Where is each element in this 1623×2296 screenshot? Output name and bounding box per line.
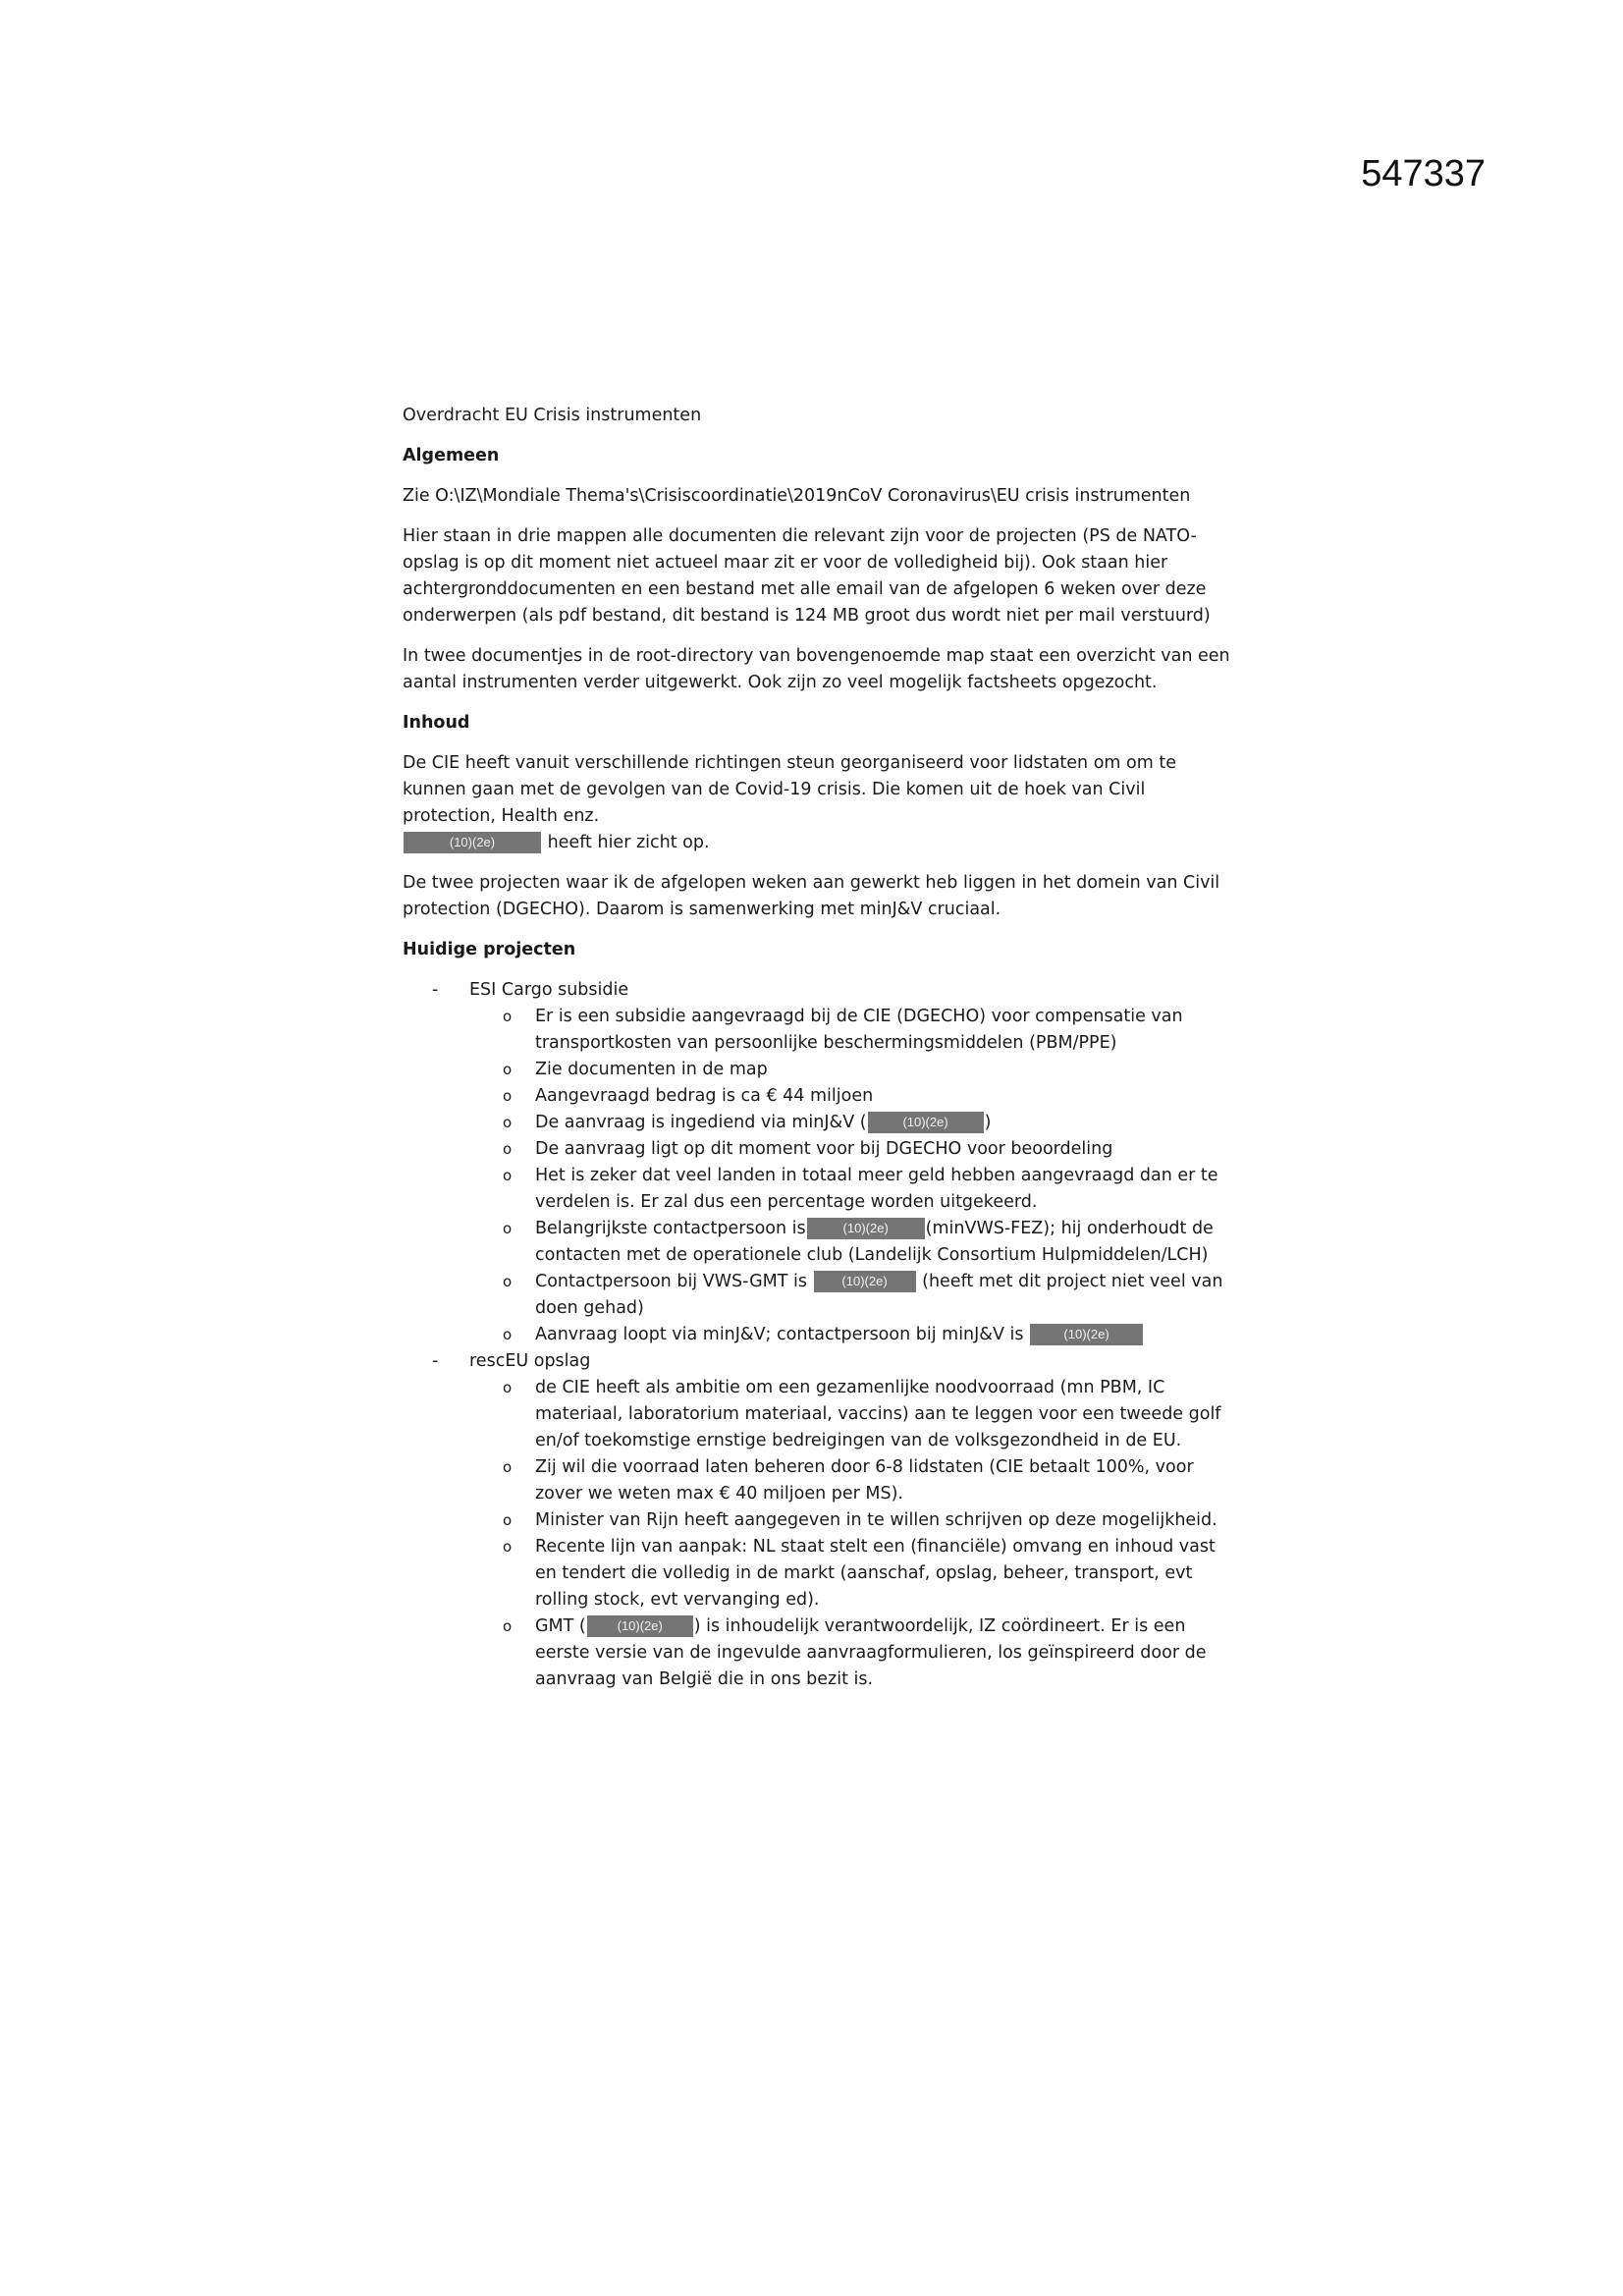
redaction-box: (10)(2e)	[807, 1218, 925, 1239]
esi-cargo-subitems	[403, 1004, 1232, 1348]
list-item	[403, 1613, 1232, 1693]
circle-bullet: o	[503, 1220, 513, 1237]
list-item-esi-cargo	[403, 977, 1232, 1004]
project-title: ESI Cargo subsidie	[469, 980, 629, 1000]
dash-bullet: -	[432, 1351, 439, 1371]
list-item	[403, 1057, 1232, 1083]
circle-bullet: o	[503, 1326, 513, 1343]
heading-algemeen: Algemeen	[403, 446, 500, 465]
circle-bullet: o	[503, 1087, 513, 1105]
redaction-box: (10)(2e)	[587, 1615, 693, 1637]
paragraph-inhoud-1-tail: heeft hier zicht op.	[547, 833, 710, 852]
document-body	[403, 403, 1232, 1693]
project-title: rescEU opslag	[469, 1351, 591, 1371]
list-item	[403, 1083, 1232, 1110]
circle-bullet: o	[503, 1140, 513, 1158]
item-text: Recente lijn van aanpak: NL staat stelt een (financiële) omvang en inhoud vast en tendert die volledig in de markt (aanschaf, opslag, beheer, transport, evt rolling stock, evt vervanging ed).	[535, 1537, 1216, 1610]
paragraph-inhoud-1-text: De CIE heeft vanuit verschillende richtingen steun georganiseerd voor lidstaten om om te kunnen gaan met de gevolgen van de Covid-19 crisis. Die komen uit de hoek van Civil protection, Health enz.	[403, 753, 1176, 826]
circle-bullet: o	[503, 1379, 513, 1396]
paragraph-inhoud-1	[403, 750, 1232, 856]
item-text: de CIE heeft als ambitie om een gezamenlijke noodvoorraad (mn PBM, IC materiaal, laboratorium materiaal, vaccins) aan te leggen voor een tweede golf en/of toekomstige ernstige bedreigingen van de volksgezondheid in de EU.	[535, 1378, 1221, 1450]
heading-inhoud: Inhoud	[403, 713, 470, 733]
redaction-box: (10)(2e)	[404, 832, 541, 853]
circle-bullet: o	[503, 1008, 513, 1025]
list-item	[403, 1110, 1232, 1136]
item-text: GMT (	[535, 1616, 586, 1636]
item-text: ) is inhoudelijk verantwoordelijk, IZ coördineert. Er is een eerste versie van de ingevulde aanvraagformulieren, los geïnspireerd door de aanvraag van België die in ons bezit is.	[535, 1616, 1207, 1689]
folder-path: Zie O:\IZ\Mondiale Thema's\Crisiscoordinatie\2019nCoV Coronavirus\EU crisis instrumenten	[403, 486, 1191, 506]
list-item	[403, 1216, 1232, 1269]
document-number: 547337	[1361, 153, 1486, 194]
rescue-opslag-subitems	[403, 1375, 1232, 1693]
item-text: Zij wil die voorraad laten beheren door 6-8 lidstaten (CIE betaalt 100%, voor zover we weten max € 40 miljoen per MS).	[535, 1457, 1194, 1503]
paragraph-inhoud-2: De twee projecten waar ik de afgelopen weken aan gewerkt heb liggen in het domein van Civil protection (DGECHO). Daarom is samenwerking met minJ&V cruciaal.	[403, 873, 1220, 919]
item-text: Er is een subsidie aangevraagd bij de CIE (DGECHO) voor compensatie van transportkosten van persoonlijke beschermingsmiddelen (PBM/PPE)	[535, 1007, 1183, 1053]
paragraph-algemeen-2: In twee documentjes in de root-directory van bovengenoemde map staat een overzicht van een aantal instrumenten verder uitgewerkt. Ook zijn zo veel mogelijk factsheets opgezocht.	[403, 646, 1230, 692]
list-item	[403, 1507, 1232, 1534]
circle-bullet: o	[503, 1061, 513, 1078]
redaction-box: (10)(2e)	[1030, 1324, 1143, 1345]
item-text: Zie documenten in de map	[535, 1060, 768, 1079]
item-text: Belangrijkste contactpersoon is	[535, 1219, 806, 1238]
circle-bullet: o	[503, 1511, 513, 1529]
item-text: )	[984, 1113, 992, 1132]
list-item	[403, 1163, 1232, 1216]
list-item	[403, 1004, 1232, 1057]
circle-bullet: o	[503, 1167, 513, 1184]
item-text: Het is zeker dat veel landen in totaal meer geld hebben aangevraagd dan er te verdelen is. Er zal dus een percentage worden uitgekeerd.	[535, 1166, 1218, 1212]
circle-bullet: o	[503, 1538, 513, 1556]
document-title: Overdracht EU Crisis instrumenten	[403, 406, 702, 425]
list-item	[403, 1454, 1232, 1507]
list-item-rescue-opslag	[403, 1348, 1232, 1375]
item-text: Contactpersoon bij VWS-GMT is	[535, 1272, 807, 1291]
project-list	[403, 977, 1232, 1693]
circle-bullet: o	[503, 1114, 513, 1131]
item-text: De aanvraag is ingediend via minJ&V (	[535, 1113, 867, 1132]
item-text: (minVWS-FEZ); hij onderhoudt de contacten met de operationele club (Landelijk Consortium Hulpmiddelen/LCH)	[535, 1219, 1214, 1265]
list-item	[403, 1136, 1232, 1163]
list-item	[403, 1269, 1232, 1322]
redaction-box: (10)(2e)	[814, 1271, 916, 1292]
item-text: Minister van Rijn heeft aangegeven in te willen schrijven op deze mogelijkheid.	[535, 1510, 1217, 1530]
circle-bullet: o	[503, 1617, 513, 1635]
circle-bullet: o	[503, 1273, 513, 1290]
redaction-box: (10)(2e)	[868, 1112, 984, 1133]
paragraph-algemeen-1: Hier staan in drie mappen alle documenten die relevant zijn voor de projecten (PS de NATO-opslag is op dit moment niet actueel maar zit er voor de volledigheid bij). Ook staan hier achtergronddocumenten en een bestand met alle email van de afgelopen 6 weken over deze onderwerpen (als pdf bestand, dit bestand is 124 MB groot dus wordt niet per mail verstuurd)	[403, 526, 1211, 626]
list-item	[403, 1322, 1232, 1348]
list-item	[403, 1534, 1232, 1613]
item-text: De aanvraag ligt op dit moment voor bij DGECHO voor beoordeling	[535, 1139, 1113, 1159]
item-text: Aangevraagd bedrag is ca € 44 miljoen	[535, 1086, 874, 1106]
heading-huidige-projecten: Huidige projecten	[403, 940, 576, 959]
item-text: (heeft met dit project niet veel van doen gehad)	[535, 1272, 1223, 1318]
list-item	[403, 1375, 1232, 1454]
item-text: Aanvraag loopt via minJ&V; contactpersoon bij minJ&V is	[535, 1325, 1024, 1344]
dash-bullet: -	[432, 980, 439, 1000]
circle-bullet: o	[503, 1458, 513, 1476]
